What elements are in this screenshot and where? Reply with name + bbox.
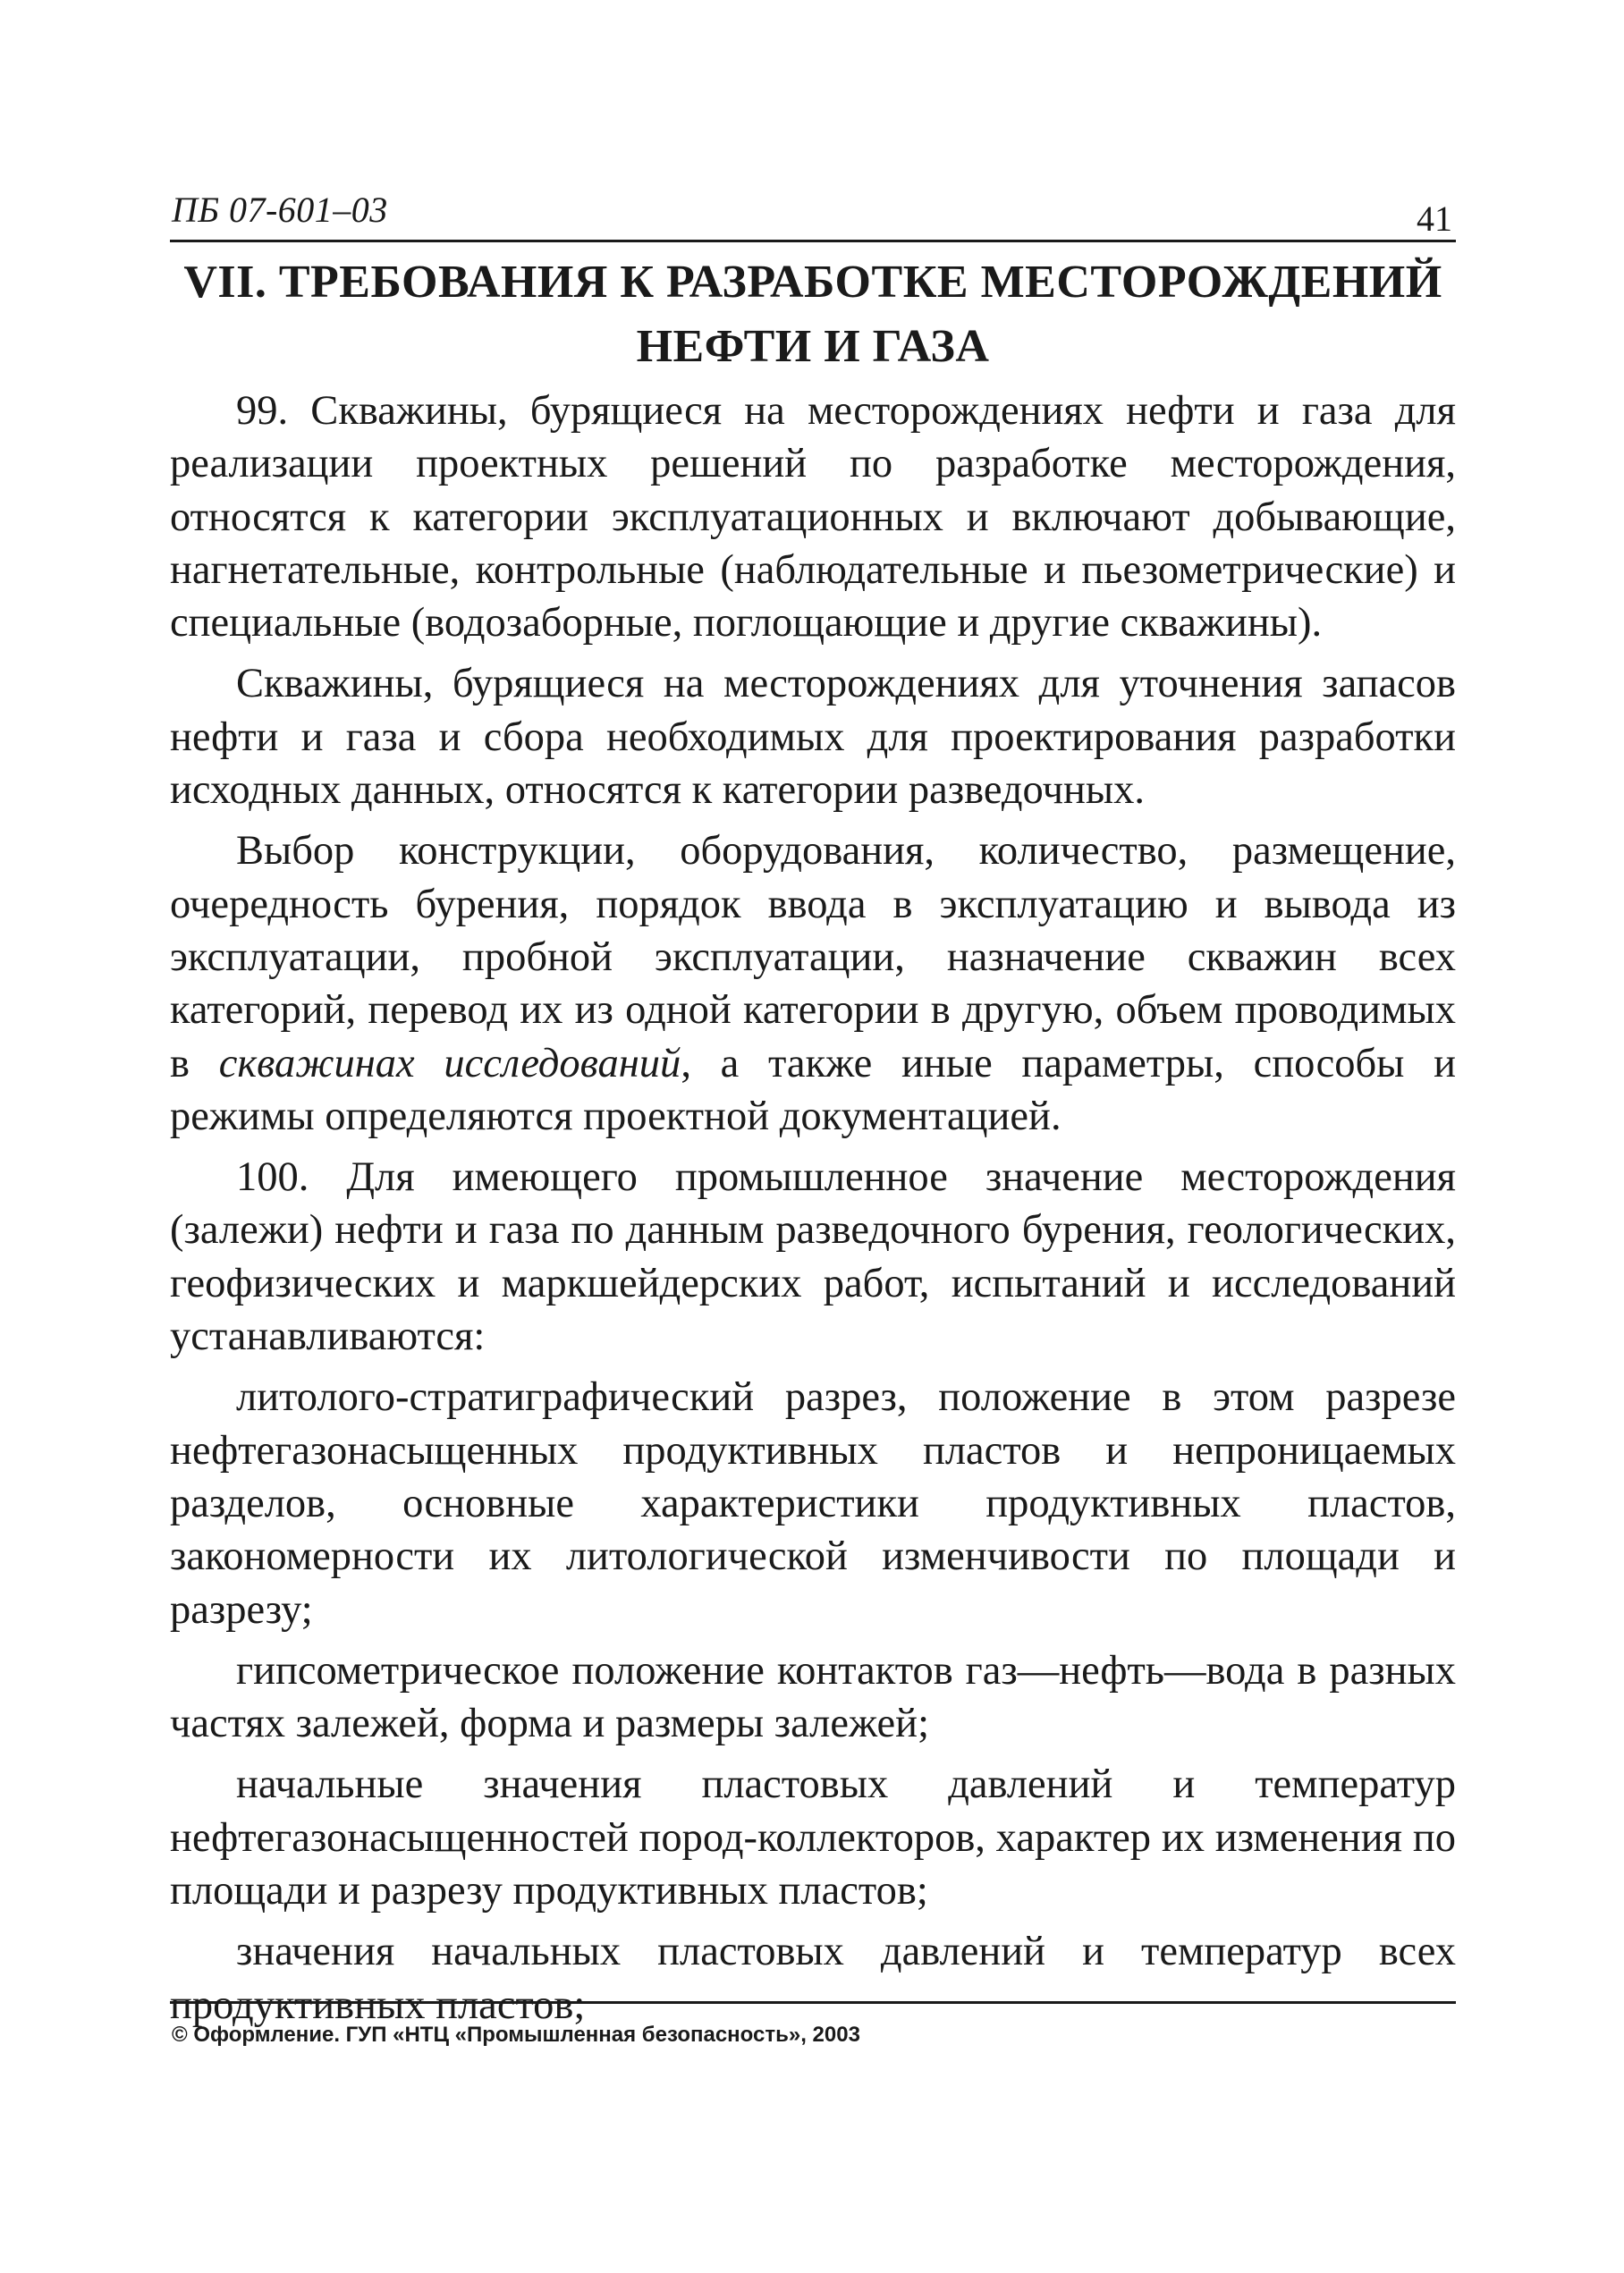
list-item-pressure-values: значения начальных пластовых давлений и температур всех продуктивных пластов; xyxy=(170,1929,1456,2028)
paragraph-well-design xyxy=(170,824,1456,1143)
paragraph-99: 99. Скважины, бурящиеся на месторождениях нефти и газа для реализации проектных решений по разработке месторождения, относятся к категории эксплуатационных и включают добывающие, нагнетательные, контрольные (наблюдательные и пьезометрические) и специальные (водозаборные, поглощающие и другие скважины). xyxy=(170,388,1456,646)
paragraph-exploration-wells: Скважины, бурящиеся на месторождениях для уточнения запасов нефти и газа и сбора необходимых для проектирования разработки исходных данных, относятся к категории разведочных. xyxy=(170,661,1456,814)
paragraph-100: 100. Для имеющего промышленное значение месторождения (залежи) нефти и газа по данным разведочного бурения, геологических, геофизических и маркшейдерских работ, испытаний и исследований устанавливаются: xyxy=(170,1154,1456,1360)
chapter-title xyxy=(170,250,1456,379)
body-text xyxy=(170,384,1456,2040)
chapter-title-line-2: НЕФТИ И ГАЗА xyxy=(636,321,990,372)
copyright-notice: © Оформление. ГУП «НТЦ «Промышленная безопасность», 2003 xyxy=(172,2023,860,2047)
paragraph-well-design-text-2: , а также иные параметры, способы и режимы определяются проектной документацией. xyxy=(170,1040,1456,1139)
list-item-contacts: гипсометрическое положение контактов газ—нефть—вода в разных частях залежей, форма и размеры залежей; xyxy=(170,1647,1456,1747)
document-code: ПБ 07-601–03 xyxy=(172,190,388,230)
list-item-initial-pressures: начальные значения пластовых давлений и температур нефтегазонасыщенностей пород-коллекторов, характер их изменения по площади и разрезу продуктивных пластов; xyxy=(170,1762,1456,1914)
footer-divider xyxy=(170,2001,1456,2004)
running-header xyxy=(170,186,1456,242)
paragraph-well-design-text-1: Выбор конструкции, оборудования, количество, размещение, очередность бурения, порядок ввода в эксплуатацию и вывода из эксплуатации, пробной эксплуатации, назначение скважин всех категорий, перевод их из одной категории в другую, объем проводимых в xyxy=(170,828,1456,1086)
paragraph-well-design-italic: скважинах исследований xyxy=(218,1040,681,1086)
list-item-lithology: литолого-стратиграфический разрез, положение в этом разрезе нефтегазонасыщенных продуктивных пластов и непроницаемых разделов, основные характеристики продуктивных пластов, закономерности их литологической изменчивости по площади и разрезу; xyxy=(170,1374,1456,1633)
chapter-title-line-1: VII. ТРЕБОВАНИЯ К РАЗРАБОТКЕ МЕСТОРОЖДЕНИЙ xyxy=(183,257,1442,308)
page-number: 41 xyxy=(1417,199,1452,239)
